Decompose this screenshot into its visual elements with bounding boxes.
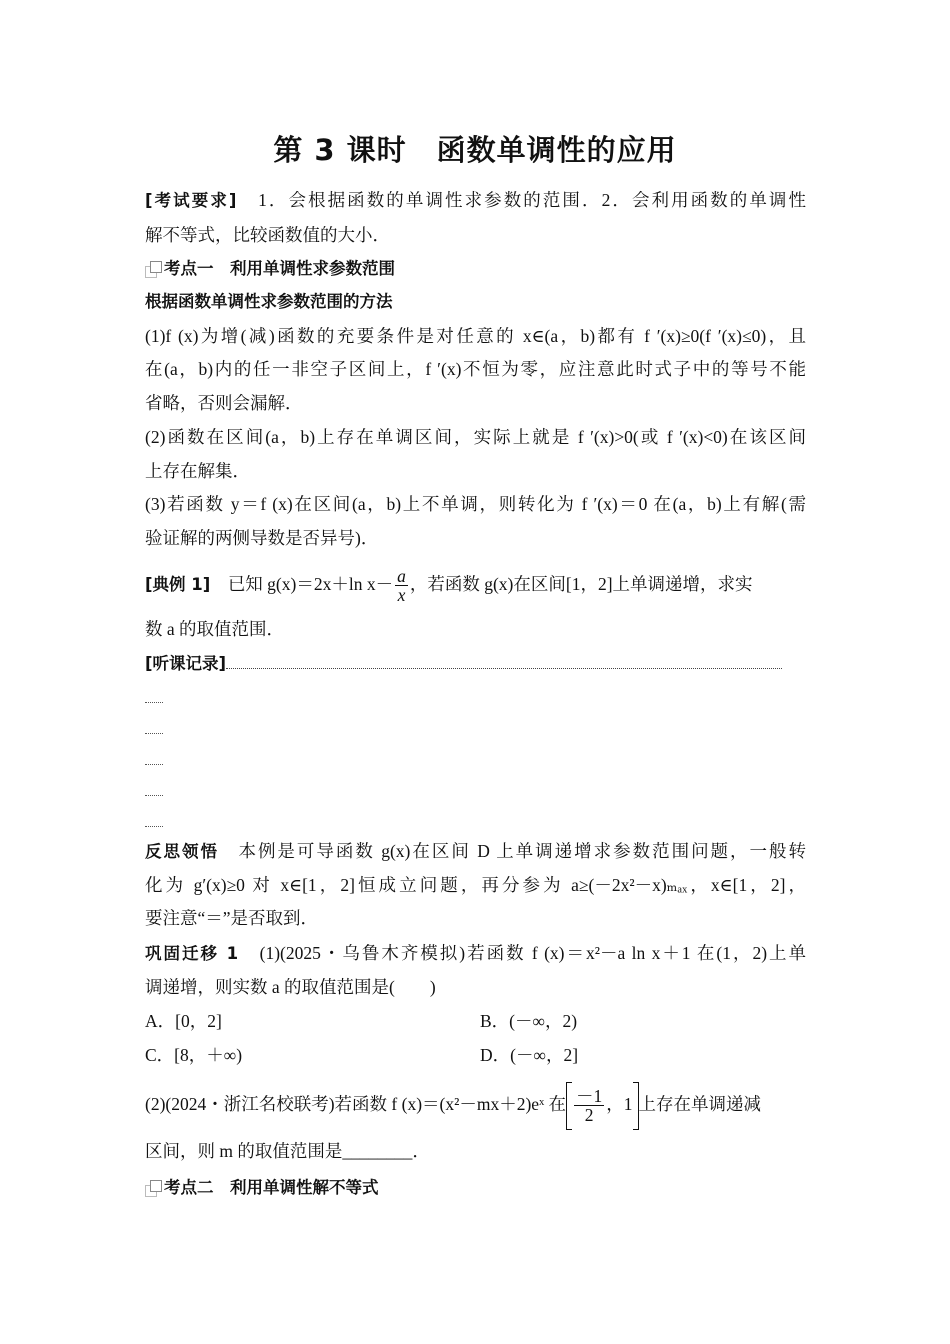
requirements-text: 1．会根据函数的单调性求参数的范围．2．会利用函数的单调性	[258, 190, 807, 210]
notes-rule	[226, 652, 782, 669]
method-heading: 根据函数单调性求参数范围的方法	[145, 292, 393, 311]
practice-q2	[145, 1078, 806, 1130]
notes-dots	[145, 764, 163, 765]
option-a: A．[0，2]	[145, 1011, 222, 1031]
exam-requirements	[145, 188, 806, 213]
reflection-text: 要注意“＝”是否取到．	[145, 908, 319, 928]
left-bracket	[566, 1082, 572, 1130]
example-1	[145, 560, 806, 609]
section-icon	[145, 261, 161, 277]
page-title: 第 3 课时 函数单调性的应用	[273, 133, 677, 167]
reflection-label: 反思领悟	[145, 842, 219, 861]
notes-label: [听课记录]	[145, 654, 227, 673]
denominator: 2	[584, 1105, 594, 1126]
section-title: 考点二 利用单调性解不等式	[164, 1178, 379, 1197]
practice-text: 调递增，则实数 a 的取值范围是( )	[145, 977, 436, 997]
requirements-label: [考试要求]	[145, 191, 237, 210]
section-heading-1	[145, 257, 806, 281]
example-label: [典例 1]	[145, 575, 211, 594]
option-c: C．[8，＋∞)	[145, 1045, 243, 1065]
denominator: x	[397, 585, 406, 606]
reflection-text: 化为 g′(x)≥0 对 x∈[1，2]恒成立问题，再分参为 a≥(－2x²－x)ₘₐₓ，x∈[1，2]，	[145, 875, 806, 895]
method-line: 省略，否则会漏解．	[145, 393, 303, 413]
practice-text: 上存在单调递减	[638, 1094, 762, 1114]
reflection-text: 本例是可导函数 g(x)在区间 D 上单调递增求参数范围问题，一般转	[238, 841, 807, 861]
practice-text: 区间，则 m 的取值范围是________．	[145, 1141, 430, 1161]
notes-dots	[145, 702, 163, 703]
interval-end: ，1	[606, 1094, 633, 1114]
method-line: (2)函数在区间(a，b)上存在单调区间，实际上就是 f ′(x)>0(或 f ′(x)<0)在该区间	[145, 427, 806, 447]
numerator: a	[397, 566, 406, 587]
notes-dots	[145, 733, 163, 734]
method-line: 上存在解集．	[145, 461, 250, 481]
requirements-text-2: 解不等式，比较函数值的大小．	[145, 225, 390, 245]
practice-q1	[145, 941, 806, 966]
method-line: 验证解的两侧导数是否异号)．	[145, 528, 379, 548]
notes-dots	[145, 826, 163, 827]
example-text: ，若函数 g(x)在区间[1，2]上单调递增，求实	[409, 574, 753, 594]
practice-text: (1)(2025・乌鲁木齐模拟)若函数 f (x)＝x²－a ln x＋1 在(1，2)上单	[259, 943, 807, 963]
section-title: 考点一 利用单调性求参数范围	[164, 259, 395, 278]
numerator: －1	[576, 1086, 603, 1107]
method-line: (1)f (x)为增(减)函数的充要条件是对任意的 x∈(a，b)都有 f ′(x)≥0(f ′(x)≤0)，且	[145, 326, 806, 346]
notes-line	[145, 651, 806, 676]
practice-label: 巩固迁移 1	[145, 944, 239, 963]
method-line: 在(a，b)内的任一非空子区间上，f ′(x)不恒为零，应注意此时式子中的等号不能	[145, 359, 806, 379]
section-heading-2	[145, 1176, 806, 1200]
example-text: 已知 g(x)＝2x＋ln x－	[227, 574, 394, 594]
notes-dots	[145, 795, 163, 796]
option-d: D．(－∞，2]	[480, 1045, 579, 1065]
section-icon	[145, 1180, 161, 1196]
method-line: (3)若函数 y＝f (x)在区间(a，b)上不单调，则转化为 f ′(x)＝0 在(a，b)上有解(需	[145, 494, 806, 514]
option-b: B．(－∞，2)	[480, 1011, 578, 1031]
fraction	[395, 567, 408, 604]
fraction	[574, 1087, 604, 1124]
reflection	[145, 839, 806, 864]
practice-text: (2)(2024・浙江名校联考)若函数 f (x)＝(x²－mx＋2)eˣ 在	[145, 1094, 567, 1114]
example-text-2: 数 a 的取值范围．	[145, 619, 285, 639]
